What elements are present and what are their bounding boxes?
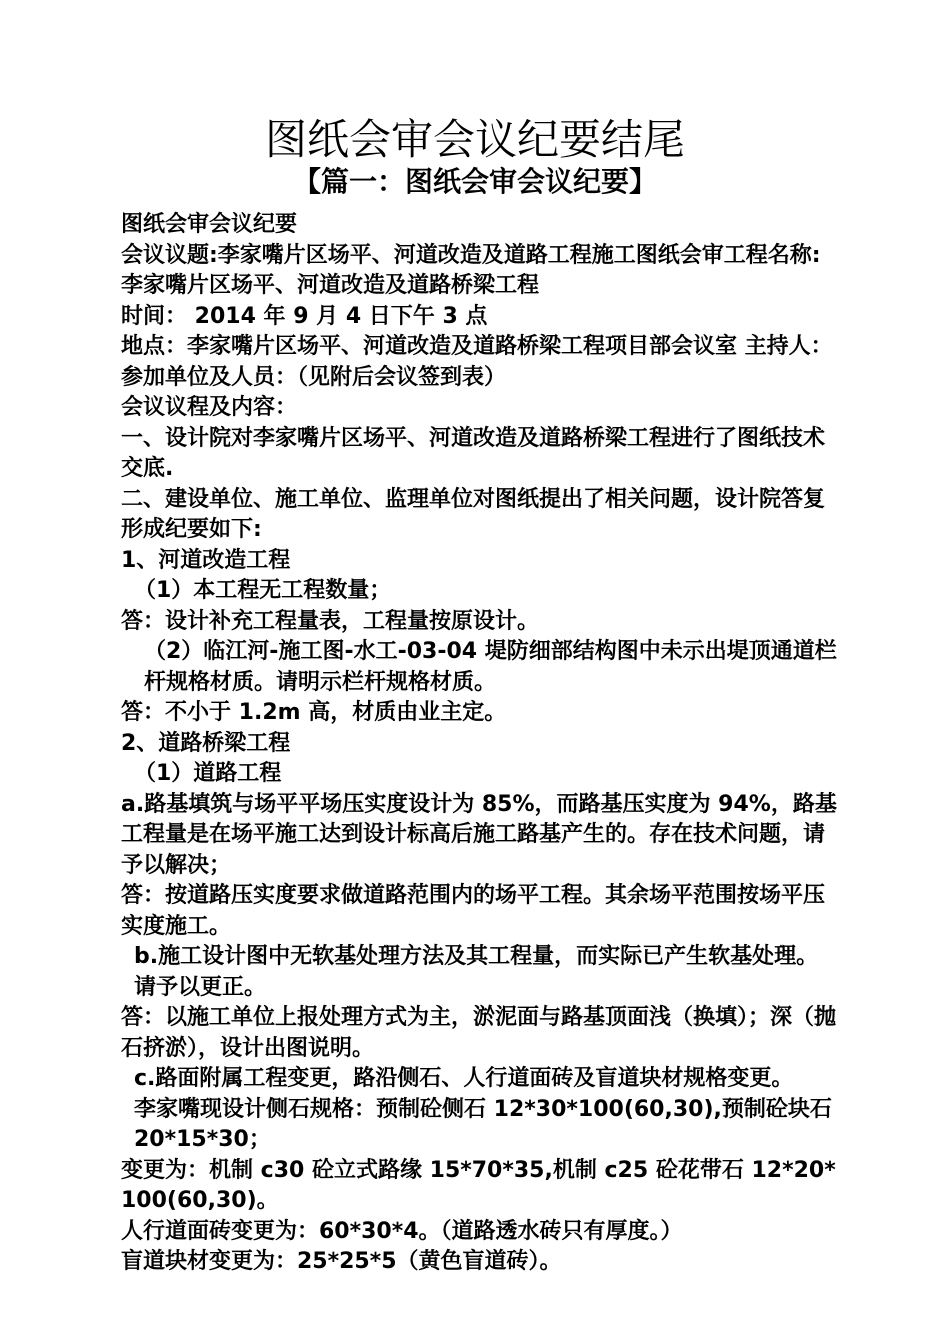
curb-spec-change: 变更为：机制 c30 砼立式路缘 15*70*35,机制 c25 砼花带石 12*20*100(60,30)。: [121, 1157, 836, 1213]
meeting-topic: 会议议题:李家嘴片区场平、河道改造及道路工程施工图纸会审工程名称: 李家嘴片区场平、河道改造及道路桥梁工程: [121, 242, 821, 298]
meeting-agenda: 会议议程及内容：: [121, 395, 298, 420]
question-2: （2）临江河-施工图-水工-03-04 堤防细部结构图中未示出堤顶通道栏杆规格材质。请明示栏杆规格材质。: [144, 639, 837, 695]
meeting-attendees: 参加单位及人员：（见附后会议签到表）: [121, 364, 507, 390]
document-body: [116, 210, 838, 1278]
answer-1: 答：设计补充工程量表，工程量按原设计。: [121, 608, 540, 634]
question-1: （1）本工程无工程数量；: [134, 578, 392, 603]
section-heading: 图纸会审会议纪要: [121, 212, 298, 237]
question-a: a.路基填筑与场平平场压实度设计为 85%，而路基压实度为 94%，路基工程量是在场平施工达到设计标高后施工路基产生的。存在技术问题，请予以解决；: [121, 791, 837, 878]
tactile-paving-change: 盲道块材变更为：25*25*5（黄色盲道砖）。: [121, 1249, 562, 1274]
agenda-item-1: 一、设计院对李家嘴片区场平、河道改造及道路桥梁工程进行了图纸技术交底.: [121, 425, 826, 481]
document-title: 图纸会审会议纪要结尾: [264, 115, 685, 164]
agenda-item-2: 二、建设单位、施工单位、监理单位对图纸提出了相关问题，设计院答复形成纪要如下:: [121, 486, 826, 542]
subsection-river: 1、河道改造工程: [121, 547, 291, 573]
meeting-location: 地点：李家嘴片区场平、河道改造及道路桥梁工程项目部会议室 主持人：: [121, 334, 833, 359]
meeting-time: 时间： 2014 年 9 月 4 日下午 3 点: [121, 303, 488, 329]
subsection-road: （1）道路工程: [134, 761, 282, 786]
item-c: c.路面附属工程变更，路沿侧石、人行道面砖及盲道块材规格变更。: [134, 1066, 794, 1091]
answer-2: 答：不小于 1.2m 高，材质由业主定。: [121, 700, 507, 725]
document-subtitle: 【篇一：图纸会审会议纪要】: [292, 165, 657, 198]
question-b: b.施工设计图中无软基处理方法及其工程量，而实际已产生软基处理。请予以更正。: [134, 944, 819, 1000]
answer-b: 答：以施工单位上报处理方式为主，淤泥面与路基顶面浅（换填）；深（抛石挤淤），设计出图说明。: [121, 1005, 837, 1061]
curb-spec-current: 李家嘴现设计侧石规格：预制砼侧石 12*30*100(60,30),预制砼块石 20*15*30；: [134, 1096, 832, 1152]
answer-a: 答：按道路压实度要求做道路范围内的场平工程。其余场平范围按场平压实度施工。: [121, 883, 826, 939]
subsection-road-bridge: 2、道路桥梁工程: [121, 730, 291, 756]
sidewalk-brick-change: 人行道面砖变更为：60*30*4。（道路透水砖只有厚度。）: [121, 1218, 683, 1244]
